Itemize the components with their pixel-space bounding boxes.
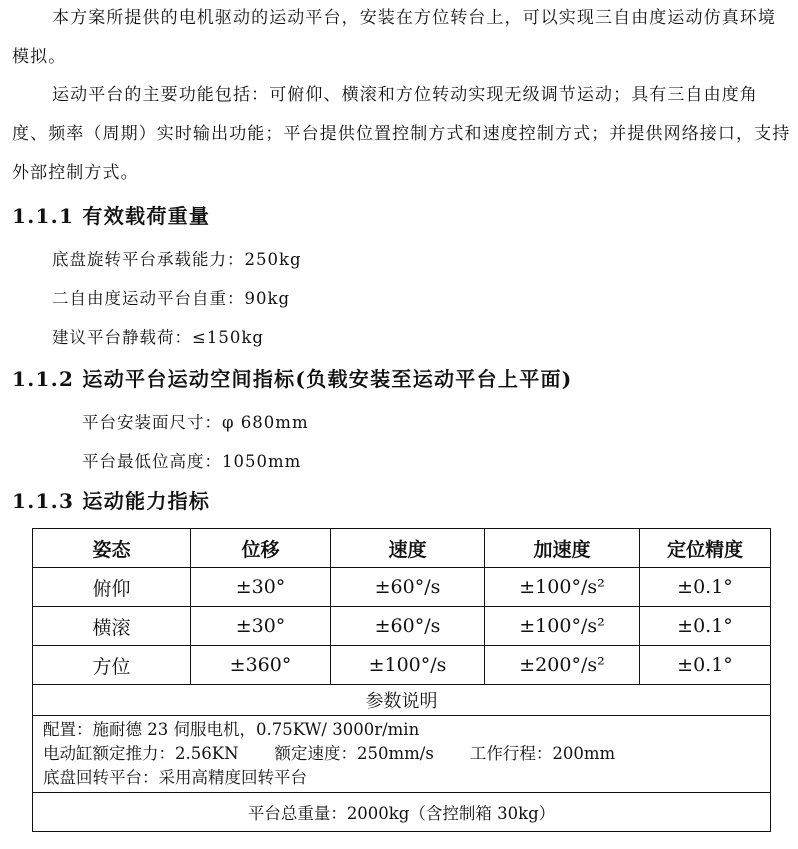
table-cell: ±30°: [191, 607, 331, 646]
note-base-turntable: 底盘回转平台：采用高精度回转平台: [43, 768, 307, 787]
note-rated-speed: 额定速度：250mm/s: [274, 744, 434, 763]
table-cell: 横滚: [33, 607, 191, 646]
payload-line-3: 建议平台静载荷：≤150kg: [52, 328, 264, 347]
table-total-row: [33, 793, 771, 832]
motion-space-line-1: 平台安装面尺寸：φ 680mm: [82, 413, 309, 432]
table-caption-row: [33, 685, 771, 716]
note-thrust: 电动缸额定推力：2.56KN: [43, 744, 239, 763]
table-cell: ±100°/s²: [485, 568, 640, 607]
table-row: [33, 646, 771, 685]
table-total-weight: 平台总重量：2000kg（含控制箱 30kg）: [33, 793, 771, 832]
motion-capability-table: [32, 528, 771, 832]
table-cell: ±100°/s: [331, 646, 485, 685]
table-cell: ±0.1°: [640, 646, 771, 685]
note-stroke: 工作行程：200mm: [469, 744, 616, 763]
table-cell: 俯仰: [33, 568, 191, 607]
table-cell: ±360°: [191, 646, 331, 685]
section-heading-motion-capability: 1.1.3 运动能力指标: [12, 489, 211, 513]
payload-line-1: 底盘旋转平台承载能力：250kg: [52, 250, 302, 269]
table-cell: ±60°/s: [331, 607, 485, 646]
table-caption: 参数说明: [33, 685, 771, 716]
table-cell: ±30°: [191, 568, 331, 607]
table-header: 位移: [191, 529, 331, 568]
table-cell: ±0.1°: [640, 607, 771, 646]
motion-space-line-2: 平台最低位高度：1050mm: [82, 452, 302, 471]
table-header: 速度: [331, 529, 485, 568]
table-notes: [33, 716, 771, 793]
table-cell: ±60°/s: [331, 568, 485, 607]
payload-line-2: 二自由度运动平台自重：90kg: [52, 289, 291, 308]
intro-paragraph-1: 本方案所提供的电机驱动的运动平台，安装在方位转台上，可以实现三自由度运动仿真环境模拟。: [12, 8, 776, 67]
section-heading-payload: 1.1.1 有效载荷重量: [12, 204, 211, 228]
note-config: 配置：施耐德 23 伺服电机，0.75KW/ 3000r/min: [43, 720, 420, 739]
table-header-row: [33, 529, 771, 568]
section-heading-motion-space: 1.1.2 运动平台运动空间指标(负载安装至运动平台上平面): [12, 367, 573, 391]
note-actuator: [43, 742, 760, 766]
table-cell: ±100°/s²: [485, 607, 640, 646]
table-notes-row: [33, 716, 771, 793]
table-header: 姿态: [33, 529, 191, 568]
table-row: [33, 607, 771, 646]
table-row: [33, 568, 771, 607]
table-header: 加速度: [485, 529, 640, 568]
table-cell: ±200°/s²: [485, 646, 640, 685]
table-header: 定位精度: [640, 529, 771, 568]
table-cell: ±0.1°: [640, 568, 771, 607]
intro-paragraph-2: 运动平台的主要功能包括：可俯仰、横滚和方位转动实现无级调节运动；具有三自由度角度、频率（周期）实时输出功能；平台提供位置控制方式和速度控制方式；并提供网络接口，支持外部控制方式。: [12, 85, 791, 183]
table-cell: 方位: [33, 646, 191, 685]
